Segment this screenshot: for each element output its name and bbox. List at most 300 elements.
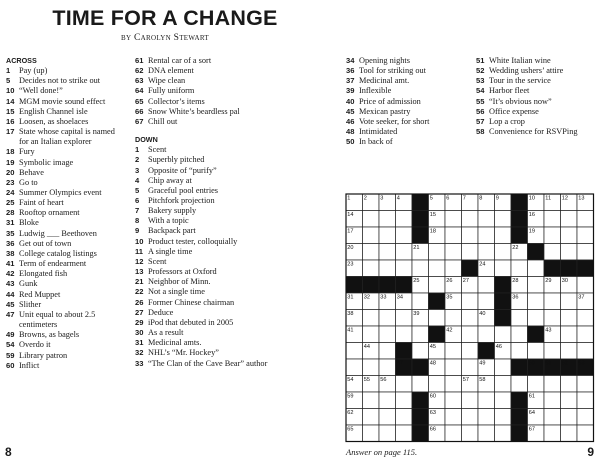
- clue-text: Mexican pastry: [359, 106, 411, 116]
- grid-cell[interactable]: [528, 376, 545, 393]
- clue-number: 15: [6, 106, 15, 116]
- grid-cell[interactable]: [396, 425, 413, 442]
- grid-cell[interactable]: [577, 425, 594, 442]
- grid-cell[interactable]: [495, 227, 512, 244]
- grid-number: 30: [561, 278, 569, 285]
- grid-block: [412, 194, 429, 211]
- clue-number: 35: [6, 228, 15, 238]
- clue-number: 32: [135, 348, 144, 358]
- clue-text: Bakery supply: [148, 206, 197, 216]
- grid-cell[interactable]: [478, 425, 495, 442]
- grid-cell[interactable]: [511, 343, 528, 360]
- grid-number: 50: [528, 360, 536, 367]
- clue-number: 19: [6, 157, 15, 167]
- clue-number: 24: [6, 188, 15, 198]
- grid-cell[interactable]: [577, 244, 594, 261]
- grid-number: 20: [347, 245, 354, 252]
- clue-item: [135, 226, 275, 236]
- grid-cell[interactable]: [412, 260, 429, 277]
- clue-text: Rental car of a sort: [148, 56, 212, 65]
- clue-text: Inflexible: [359, 86, 392, 96]
- clue-number: 3: [135, 165, 140, 175]
- grid-cell[interactable]: [445, 260, 462, 277]
- grid-cell[interactable]: [577, 211, 594, 228]
- grid-cell[interactable]: [412, 376, 429, 393]
- clue-text: DNA element: [148, 66, 194, 76]
- grid-cell[interactable]: [396, 260, 413, 277]
- clue-item: [135, 66, 275, 76]
- clue-number: 34: [346, 56, 355, 65]
- clue-text: Scent: [148, 145, 167, 155]
- grid-cell[interactable]: [363, 326, 380, 343]
- grid-cell[interactable]: [462, 359, 479, 376]
- clue-number: 5: [6, 76, 11, 86]
- clue-item: [6, 208, 124, 218]
- grid-cell[interactable]: [396, 211, 413, 228]
- grid-cell[interactable]: [495, 326, 512, 343]
- grid-cell[interactable]: [462, 425, 479, 442]
- grid-cell[interactable]: [379, 211, 396, 228]
- grid-cell[interactable]: [495, 392, 512, 409]
- clue-number: 39: [346, 86, 355, 96]
- grid-number: 57: [462, 377, 470, 384]
- clue-text: Price of admission: [359, 96, 421, 106]
- clue-number: 48: [346, 127, 355, 137]
- grid-cell[interactable]: [445, 310, 462, 327]
- grid-cell[interactable]: [528, 260, 545, 277]
- clue-item: [346, 56, 464, 66]
- grid-cell[interactable]: [445, 359, 462, 376]
- grid-cell[interactable]: [363, 359, 380, 376]
- grid-cell[interactable]: [445, 211, 462, 228]
- grid-cell[interactable]: [495, 260, 512, 277]
- grid-cell[interactable]: [445, 425, 462, 442]
- clue-number: 38: [6, 248, 15, 258]
- grid-number: 53: [578, 360, 585, 367]
- grid-cell[interactable]: [462, 227, 479, 244]
- grid-cell[interactable]: [445, 376, 462, 393]
- grid-number: 40: [479, 311, 486, 318]
- clue-text: Neighbor of Minn.: [148, 277, 211, 287]
- clue-number: 9: [135, 226, 140, 236]
- crossword-grid[interactable]: [345, 193, 595, 443]
- grid-cell[interactable]: [495, 409, 512, 426]
- clue-number: 49: [6, 330, 15, 340]
- clue-text: Medicinal amts.: [148, 338, 202, 348]
- grid-cell[interactable]: [561, 376, 578, 393]
- clue-text: Behave: [19, 167, 44, 177]
- clue-item: [6, 361, 124, 371]
- clue-text: Former Chinese chairman: [148, 297, 235, 307]
- clue-item: [135, 166, 275, 176]
- clue-number: 54: [476, 86, 485, 96]
- clue-item: [135, 287, 275, 297]
- grid-cell[interactable]: [511, 326, 528, 343]
- clue-number: 7: [135, 206, 140, 216]
- grid-block: [528, 326, 545, 343]
- grid-cell[interactable]: [478, 211, 495, 228]
- clue-text: Harbor fleet: [489, 86, 530, 96]
- clue-item: [476, 66, 594, 76]
- grid-cell[interactable]: [363, 227, 380, 244]
- clue-text: With a topic: [148, 216, 189, 226]
- clue-text: Pitchfork projection: [148, 196, 215, 206]
- clue-number: 1: [6, 66, 11, 76]
- clue-text: Graceful pool entries: [148, 185, 219, 195]
- grid-cell[interactable]: [544, 392, 561, 409]
- clue-text: Office expense: [489, 106, 539, 116]
- grid-cell[interactable]: [462, 409, 479, 426]
- grid-cell[interactable]: [363, 392, 380, 409]
- grid-cell[interactable]: [379, 310, 396, 327]
- grid-cell[interactable]: [561, 310, 578, 327]
- grid-number: 16: [528, 212, 536, 219]
- grid-cell[interactable]: [379, 326, 396, 343]
- grid-cell[interactable]: [478, 227, 495, 244]
- grid-number: 33: [380, 294, 387, 301]
- clue-item: [6, 330, 124, 340]
- clue-text: Pay (up): [19, 66, 48, 76]
- clue-number: 22: [135, 287, 144, 297]
- grid-number: 22: [512, 245, 519, 252]
- grid-cell[interactable]: [544, 211, 561, 228]
- grid-block: [363, 277, 380, 294]
- grid-cell[interactable]: [379, 392, 396, 409]
- grid-block: [577, 260, 594, 277]
- clue-text: In back of: [359, 137, 393, 147]
- clue-text: Slither: [19, 299, 42, 309]
- grid-cell[interactable]: [412, 343, 429, 360]
- grid-number: 55: [363, 377, 371, 384]
- grid-cell[interactable]: [495, 359, 512, 376]
- clue-number: 52: [476, 66, 485, 76]
- grid-cell[interactable]: [561, 293, 578, 310]
- grid-cell[interactable]: [528, 277, 545, 294]
- grid-cell[interactable]: [495, 425, 512, 442]
- grid-block: [396, 277, 413, 294]
- clue-number: 10: [6, 86, 15, 96]
- grid-block: [495, 277, 512, 294]
- clue-number: 21: [135, 277, 144, 287]
- grid-cell[interactable]: [396, 310, 413, 327]
- clue-text: Library patron: [19, 350, 68, 360]
- clue-item: [6, 218, 124, 228]
- grid-cell[interactable]: [346, 343, 363, 360]
- grid-cell[interactable]: [379, 260, 396, 277]
- grid-cell[interactable]: [379, 359, 396, 376]
- clue-number: 25: [6, 198, 15, 208]
- clue-number: 45: [346, 106, 355, 116]
- grid-cell[interactable]: [561, 227, 578, 244]
- grid-cell[interactable]: [511, 260, 528, 277]
- clue-number: 33: [135, 358, 144, 368]
- grid-number: 8: [479, 195, 483, 202]
- clue-item: [135, 117, 275, 127]
- grid-svg[interactable]: [345, 193, 595, 443]
- clue-item: [346, 97, 464, 107]
- grid-cell[interactable]: [544, 227, 561, 244]
- grid-block: [511, 211, 528, 228]
- clue-text: Tool for striking out: [359, 66, 426, 76]
- grid-cell[interactable]: [495, 211, 512, 228]
- grid-number: 2: [363, 195, 367, 202]
- grid-cell[interactable]: [478, 392, 495, 409]
- grid-cell[interactable]: [363, 425, 380, 442]
- clue-number: 54: [6, 340, 15, 350]
- clue-text: Elongated fish: [19, 269, 68, 279]
- grid-cell[interactable]: [478, 326, 495, 343]
- clue-number: 18: [6, 147, 15, 157]
- grid-number: 34: [396, 294, 404, 301]
- clue-item: [6, 66, 124, 76]
- across-header: ACROSS: [6, 56, 37, 65]
- grid-cell[interactable]: [561, 244, 578, 261]
- clue-item: [6, 188, 124, 198]
- clue-number: 43: [6, 279, 15, 289]
- grid-number: 44: [363, 344, 371, 351]
- clue-item: [135, 318, 275, 328]
- grid-cell[interactable]: [478, 244, 495, 261]
- grid-cell[interactable]: [462, 343, 479, 360]
- grid-cell[interactable]: [445, 392, 462, 409]
- grid-cell[interactable]: [396, 244, 413, 261]
- grid-cell[interactable]: [577, 409, 594, 426]
- grid-block: [495, 293, 512, 310]
- clue-item: [135, 86, 275, 96]
- clue-item: [135, 247, 275, 257]
- clue-item: [476, 97, 594, 107]
- clue-item: [135, 237, 275, 247]
- clue-number: 59: [6, 350, 15, 360]
- clue-text: Scent: [148, 256, 167, 266]
- grid-number: 61: [528, 393, 536, 400]
- grid-cell[interactable]: [544, 343, 561, 360]
- grid-cell[interactable]: [445, 409, 462, 426]
- grid-number: 25: [413, 278, 420, 285]
- grid-cell[interactable]: [495, 244, 512, 261]
- clue-item: [476, 76, 594, 86]
- grid-cell[interactable]: [462, 244, 479, 261]
- grid-number: 51: [545, 360, 552, 367]
- grid-cell[interactable]: [561, 326, 578, 343]
- grid-cell[interactable]: [561, 392, 578, 409]
- grid-cell[interactable]: [396, 409, 413, 426]
- grid-cell[interactable]: [363, 409, 380, 426]
- clue-number: 50: [346, 137, 355, 147]
- clue-item: [6, 158, 124, 168]
- clue-text: iPod that debuted in 2005: [148, 317, 234, 327]
- grid-block: [462, 260, 479, 277]
- clue-text: Unit equal to about 2.5 centimeters: [19, 309, 96, 330]
- clue-item: [476, 117, 594, 127]
- clue-text: Product tester, colloquially: [148, 236, 238, 246]
- clue-item: [346, 127, 464, 137]
- clue-item: [346, 117, 464, 127]
- clue-item: [346, 76, 464, 86]
- clue-text: Overdo it: [19, 340, 51, 350]
- grid-number: 62: [347, 410, 354, 417]
- clue-text: Convenience for RSVPing: [489, 127, 578, 137]
- clue-text: College catalog listings: [19, 248, 97, 258]
- grid-cell[interactable]: [379, 425, 396, 442]
- clue-text: Intimidated: [359, 127, 398, 137]
- clue-text: Term of endearment: [19, 259, 87, 269]
- grid-cell[interactable]: [561, 425, 578, 442]
- grid-cell[interactable]: [462, 310, 479, 327]
- grid-cell[interactable]: [363, 244, 380, 261]
- grid-cell[interactable]: [363, 211, 380, 228]
- clue-item: [135, 348, 275, 358]
- grid-block: [511, 409, 528, 426]
- clue-number: 13: [135, 267, 144, 277]
- clue-number: 46: [346, 116, 355, 126]
- grid-cell[interactable]: [528, 293, 545, 310]
- grid-cell[interactable]: [561, 343, 578, 360]
- grid-cell[interactable]: [544, 376, 561, 393]
- grid-cell[interactable]: [396, 392, 413, 409]
- grid-cell[interactable]: [577, 227, 594, 244]
- grid-cell[interactable]: [412, 293, 429, 310]
- puzzle-title: TIME FOR A CHANGE: [52, 6, 278, 30]
- grid-cell[interactable]: [363, 260, 380, 277]
- grid-number: 52: [561, 360, 569, 367]
- grid-cell[interactable]: [379, 343, 396, 360]
- clue-column-4: [476, 56, 594, 137]
- grid-number: 58: [479, 377, 486, 384]
- clue-number: 45: [6, 299, 15, 309]
- grid-cell[interactable]: [528, 310, 545, 327]
- grid-cell[interactable]: [379, 409, 396, 426]
- grid-number: 38: [347, 311, 354, 318]
- clue-item: [135, 56, 275, 66]
- grid-cell[interactable]: [462, 211, 479, 228]
- grid-cell[interactable]: [379, 244, 396, 261]
- clue-item: [476, 107, 594, 117]
- grid-cell[interactable]: [478, 409, 495, 426]
- grid-cell[interactable]: [363, 310, 380, 327]
- grid-cell[interactable]: [445, 227, 462, 244]
- clue-item: [6, 127, 124, 147]
- clue-text: As a result: [148, 328, 184, 338]
- clue-number: 16: [6, 116, 15, 126]
- grid-number: 15: [429, 212, 437, 219]
- clue-item: [135, 97, 275, 107]
- grid-cell[interactable]: [577, 277, 594, 294]
- grid-number: 67: [528, 426, 536, 433]
- grid-cell[interactable]: [429, 260, 446, 277]
- grid-block: [478, 343, 495, 360]
- clue-text: Decides not to strike out: [19, 76, 101, 86]
- grid-cell[interactable]: [528, 343, 545, 360]
- grid-cell[interactable]: [412, 326, 429, 343]
- grid-number: 63: [429, 410, 437, 417]
- grid-number: 45: [429, 344, 437, 351]
- grid-cell[interactable]: [379, 227, 396, 244]
- grid-cell[interactable]: [561, 211, 578, 228]
- grid-cell[interactable]: [396, 227, 413, 244]
- grid-cell[interactable]: [445, 343, 462, 360]
- clue-text: Summer Olympics event: [19, 188, 102, 198]
- grid-number: 28: [512, 278, 519, 285]
- grid-number: 21: [413, 245, 420, 252]
- grid-cell[interactable]: [396, 376, 413, 393]
- grid-cell[interactable]: [544, 425, 561, 442]
- clue-number: 60: [6, 360, 15, 370]
- clue-item: [135, 186, 275, 196]
- grid-cell[interactable]: [445, 244, 462, 261]
- grid-cell[interactable]: [462, 392, 479, 409]
- clue-column-3: [346, 56, 464, 147]
- grid-cell[interactable]: [544, 409, 561, 426]
- clue-item: [476, 127, 594, 137]
- clue-item: [135, 328, 275, 338]
- clue-text: “The Clan of the Cave Bear” author: [148, 358, 268, 368]
- clue-number: 6: [135, 196, 140, 206]
- clue-column-2: [135, 56, 275, 369]
- clue-number: 65: [135, 96, 144, 106]
- grid-number: 11: [545, 195, 552, 202]
- grid-cell[interactable]: [544, 244, 561, 261]
- grid-cell[interactable]: [544, 293, 561, 310]
- grid-cell[interactable]: [577, 326, 594, 343]
- grid-number: 26: [446, 278, 453, 285]
- clue-number: 23: [6, 177, 15, 187]
- grid-cell[interactable]: [511, 310, 528, 327]
- grid-number: 7: [462, 195, 466, 202]
- grid-cell[interactable]: [577, 392, 594, 409]
- grid-cell[interactable]: [462, 326, 479, 343]
- clue-text: Rooftop ornament: [19, 208, 80, 218]
- clue-text: Tour in the service: [489, 76, 551, 86]
- grid-block: [561, 260, 578, 277]
- grid-number: 54: [347, 377, 354, 384]
- clue-number: 63: [135, 76, 144, 86]
- clue-text: MGM movie sound effect: [19, 96, 106, 106]
- grid-cell[interactable]: [577, 343, 594, 360]
- clue-text: Deduce: [148, 307, 174, 317]
- grid-cell[interactable]: [577, 310, 594, 327]
- grid-cell[interactable]: [462, 293, 479, 310]
- grid-cell[interactable]: [396, 326, 413, 343]
- grid-cell[interactable]: [429, 277, 446, 294]
- grid-cell[interactable]: [429, 244, 446, 261]
- grid-cell[interactable]: [561, 409, 578, 426]
- grid-cell[interactable]: [495, 376, 512, 393]
- clue-text: Chill out: [148, 116, 178, 126]
- clue-number: 64: [135, 86, 144, 96]
- grid-cell[interactable]: [544, 310, 561, 327]
- grid-block: [412, 359, 429, 376]
- clue-item: [476, 86, 594, 96]
- clue-item: [346, 66, 464, 76]
- grid-cell[interactable]: [429, 310, 446, 327]
- grid-cell[interactable]: [511, 376, 528, 393]
- grid-cell[interactable]: [478, 277, 495, 294]
- clue-item: [135, 76, 275, 86]
- clue-number: 14: [6, 96, 15, 106]
- clue-item: [135, 107, 275, 117]
- grid-cell[interactable]: [478, 293, 495, 310]
- grid-block: [511, 425, 528, 442]
- clue-item: [135, 206, 275, 216]
- page-number-left: 8: [5, 445, 12, 459]
- grid-cell[interactable]: [346, 359, 363, 376]
- byline-prefix: by: [121, 33, 132, 43]
- clue-item: [135, 298, 275, 308]
- clue-item: [135, 176, 275, 186]
- grid-cell[interactable]: [429, 376, 446, 393]
- grid-cell[interactable]: [577, 376, 594, 393]
